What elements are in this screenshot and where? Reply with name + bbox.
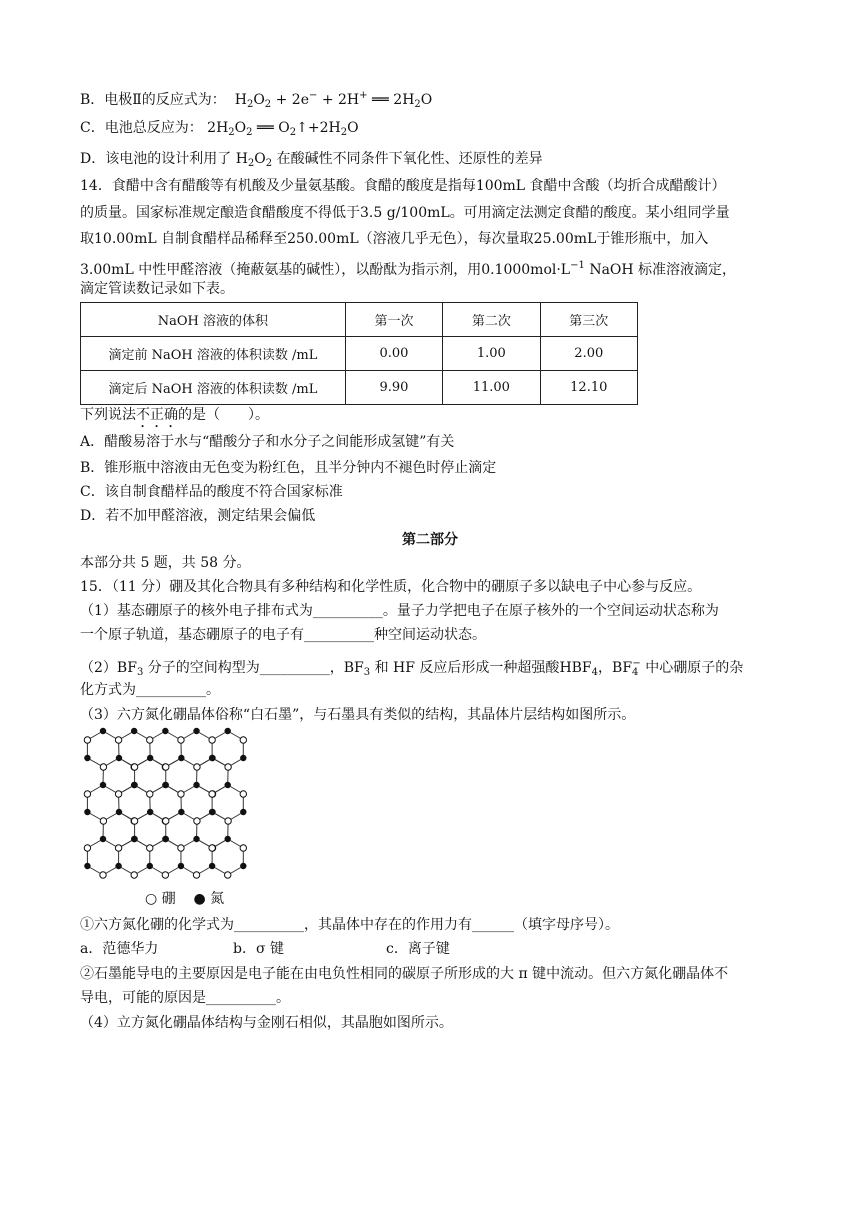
part-two-title: 第二部分 xyxy=(402,532,458,548)
boron-atom xyxy=(131,872,137,878)
nitrogen-atom xyxy=(193,836,199,842)
boron-atom xyxy=(147,737,153,743)
boron-atom xyxy=(194,818,200,824)
nitrogen-atom xyxy=(240,755,246,761)
q15-part-1-b: 一个原子轨道，基态硼原子的电子有__________种空间运动状态。 xyxy=(80,627,486,643)
q15-part-2-b: 化方式为__________。 xyxy=(80,682,220,698)
boron-atom xyxy=(162,872,168,878)
boron-atom xyxy=(240,845,246,851)
nitrogen-atom xyxy=(225,728,231,734)
q14-line-4: 3.00mL 中性甲醛溶液（掩蔽氨基的碱性），以酚酞为指示剂，用$0.1000mol\cdot L^{-1}$ NaOH 标准溶液滴定， xyxy=(80,260,737,278)
boron-atom xyxy=(131,764,137,770)
table-header-cell: 第一次 xyxy=(345,303,442,337)
table-header-cell: 第三次 xyxy=(540,303,637,337)
boron-atom xyxy=(115,737,121,743)
q14-line-1: 14．食醋中含有醋酸等有机酸及少量氨基酸。食醋的酸度是指每100mL 食醋中含酸（均折合成醋酸计） xyxy=(80,178,726,194)
bf4-ion-formula: $BF_4^-$ xyxy=(612,658,641,678)
nitrogen-atom xyxy=(225,836,231,842)
nitrogen-atom xyxy=(162,836,168,842)
table-row xyxy=(81,337,638,371)
nitrogen-atom xyxy=(240,863,246,869)
boron-atom xyxy=(194,764,200,770)
nitrogen-atom xyxy=(147,863,153,869)
boron-atom xyxy=(178,791,184,797)
table-row-label: 滴定前 NaOH 溶液的体积读数 /mL xyxy=(81,337,346,371)
nitrogen-atom xyxy=(178,809,184,815)
boron-atom xyxy=(225,818,231,824)
q14-option-d: D．若不加甲醛溶液，测定结果会偏低 xyxy=(80,508,316,524)
boron-atom xyxy=(163,818,169,824)
nitrogen-atom xyxy=(131,836,137,842)
boron-atom xyxy=(115,845,121,851)
boron-atom xyxy=(193,872,199,878)
q15-part-3-question-2b: 导电，可能的原因是__________。 xyxy=(80,990,290,1006)
boron-atom xyxy=(209,737,215,743)
nitrogen-atom xyxy=(115,863,121,869)
option-a: a．范德华力 xyxy=(80,941,159,957)
table-header-cell: 第二次 xyxy=(443,303,540,337)
q15-part-3-question-2a: ②石墨能导电的主要原因是电子能在由电负性相同的碳原子所形成的大 π 键中流动。但六方氮化硼晶体不 xyxy=(80,966,729,982)
nitrogen-atom xyxy=(240,809,246,815)
boron-atom xyxy=(209,845,215,851)
boron-atom xyxy=(84,845,90,851)
boron-atom xyxy=(84,737,90,743)
boron-atom xyxy=(178,737,184,743)
table-cell: 11.00 xyxy=(443,371,540,405)
table-cell: 2.00 xyxy=(540,337,637,371)
q13-b-equation: $H_2O_2 + 2e^- + 2H^+$ ══ $2H_2O$ xyxy=(230,90,433,110)
q14-line-5: 滴定管读数记录如下表。 xyxy=(80,281,234,297)
nitrogen-atom xyxy=(162,728,168,734)
legend-nitrogen: ● 氮 xyxy=(193,891,225,907)
nitrogen-atom xyxy=(147,809,153,815)
part-two-intro: 本部分共 5 题，共 58 分。 xyxy=(80,555,251,571)
boron-atom xyxy=(163,764,169,770)
nitrogen-atom xyxy=(84,809,90,815)
nitrogen-atom xyxy=(116,809,122,815)
table-row-label: 滴定后 NaOH 溶液的体积读数 /mL xyxy=(81,371,346,405)
bf3-formula: $BF_3$ xyxy=(343,660,371,678)
boron-atom xyxy=(225,764,231,770)
nitrogen-atom xyxy=(131,782,137,788)
boron-atom xyxy=(115,791,121,797)
q15-part-4: （4）立方氮化硼晶体结构与金刚石相似，其晶胞如图所示。 xyxy=(80,1015,453,1031)
nitrogen-atom xyxy=(162,782,168,788)
boron-atom xyxy=(100,764,106,770)
nitrogen-atom xyxy=(225,782,231,788)
table-header-row xyxy=(81,303,638,337)
q14-stem: 下列说法不正确的是（ ）。 xyxy=(80,407,269,423)
table-cell: 1.00 xyxy=(443,337,540,371)
nitrogen-atom xyxy=(84,755,90,761)
boron-atom xyxy=(84,791,90,797)
nitrogen-atom xyxy=(147,755,153,761)
boron-atom xyxy=(147,845,153,851)
q14-line-3: 取10.00mL 自制食醋样品稀释至250.00mL（溶液几乎无色），每次量取25.00mL于锥形瓶中，加入 xyxy=(80,231,709,247)
nitrogen-atom xyxy=(209,755,215,761)
nitrogen-atom xyxy=(178,863,184,869)
nitrogen-atom xyxy=(209,809,215,815)
nitrogen-atom xyxy=(193,728,199,734)
lattice-legend xyxy=(145,888,224,908)
emphasis-text: 不正确 xyxy=(136,407,178,423)
q13-c-equation: $2H_2O_2$ ══ $O_2↑+2H_2O$ xyxy=(207,120,359,138)
q14-line-2: 的质量。国家标准规定酿造食醋酸度不得低于3.5 g/100mL。可用滴定法测定食醋的酸度。某小组同学量 xyxy=(80,205,730,221)
q13-d-formula: $H_2O_2$ xyxy=(235,151,273,169)
table-row xyxy=(81,371,638,405)
q15-part-3-question-1: ①六方氮化硼的化学式为__________，其晶体中存在的作用力有______（填字母序号）。 xyxy=(80,917,619,933)
q13-option-d: D．该电池的设计利用了 $H_2O_2$ 在酸碱性不同条件下氧化性、还原性的差异 xyxy=(80,151,543,169)
nitrogen-atom xyxy=(84,863,90,869)
nitrogen-atom xyxy=(193,782,199,788)
nitrogen-atom xyxy=(100,728,106,734)
hbf4-formula: $HBF_4$ xyxy=(559,660,599,678)
q13-option-c: C．电池总反应为： $2H_2O_2$ ══ $O_2↑+2H_2O$ xyxy=(80,120,359,138)
table-cell: 9.90 xyxy=(345,371,442,405)
titration-table xyxy=(80,302,638,405)
q15-part-1-a: （1）基态硼原子的核外电子排布式为__________。量子力学把电子在原子核外的一个空间运动状态称为 xyxy=(80,603,719,619)
boron-atom xyxy=(225,872,231,878)
nitrogen-atom xyxy=(100,782,106,788)
table-header-cell: NaOH 溶液的体积 xyxy=(81,303,346,337)
nitrogen-atom xyxy=(116,755,122,761)
q15-part-3: （3）六方氮化硼晶体俗称“白石墨”，与石墨具有类似的结构，其晶体片层结构如图所示。 xyxy=(80,707,636,723)
nitrogen-atom xyxy=(209,863,215,869)
q15-line-1: 15．（11 分）硼及其化合物具有多种结构和化学性质，化合物中的硼原子多以缺电子中心参与反应。 xyxy=(80,579,702,595)
boron-atom xyxy=(209,791,215,797)
boron-atom xyxy=(178,845,184,851)
boron-atom xyxy=(131,818,137,824)
nitrogen-atom xyxy=(178,755,184,761)
q14-option-b: B．锥形瓶中溶液由无色变为粉红色，且半分钟内不褪色时停止滴定 xyxy=(80,460,497,476)
q14-option-a: A．醋酸易溶于水与“醋酸分子和水分子之间能形成氢键”有关 xyxy=(80,434,455,450)
boron-atom xyxy=(147,791,153,797)
legend-boron: ○ 硼 xyxy=(145,891,176,907)
boron-atom xyxy=(240,791,246,797)
table-cell: 12.10 xyxy=(540,371,637,405)
boron-atom xyxy=(240,737,246,743)
q13-option-b: B．电极Ⅱ的反应式为： $H_2O_2 + 2e^- + 2H^+$ ══ $2H_2O$ xyxy=(80,90,433,110)
hexagonal-bn-lattice-diagram xyxy=(80,722,310,892)
nitrogen-atom xyxy=(100,836,106,842)
table-cell: 0.00 xyxy=(345,337,442,371)
bf3-formula: $BF_3$ xyxy=(116,660,144,678)
q14-option-c: C．该自制食醋样品的酸度不符合国家标准 xyxy=(80,484,343,500)
option-c: c．离子键 xyxy=(386,941,450,957)
nitrogen-atom xyxy=(131,728,137,734)
boron-atom xyxy=(100,872,106,878)
option-b: b．σ 键 xyxy=(233,941,284,957)
boron-atom xyxy=(100,818,106,824)
q15-part-2-a: $(2)BF_3$ 分子的空间构型为__________，$BF_3$ 和 HF 反应后形成一种超强酸$HBF_4$，$BF_4^-$ 中心硼原子的杂 xyxy=(80,658,744,678)
